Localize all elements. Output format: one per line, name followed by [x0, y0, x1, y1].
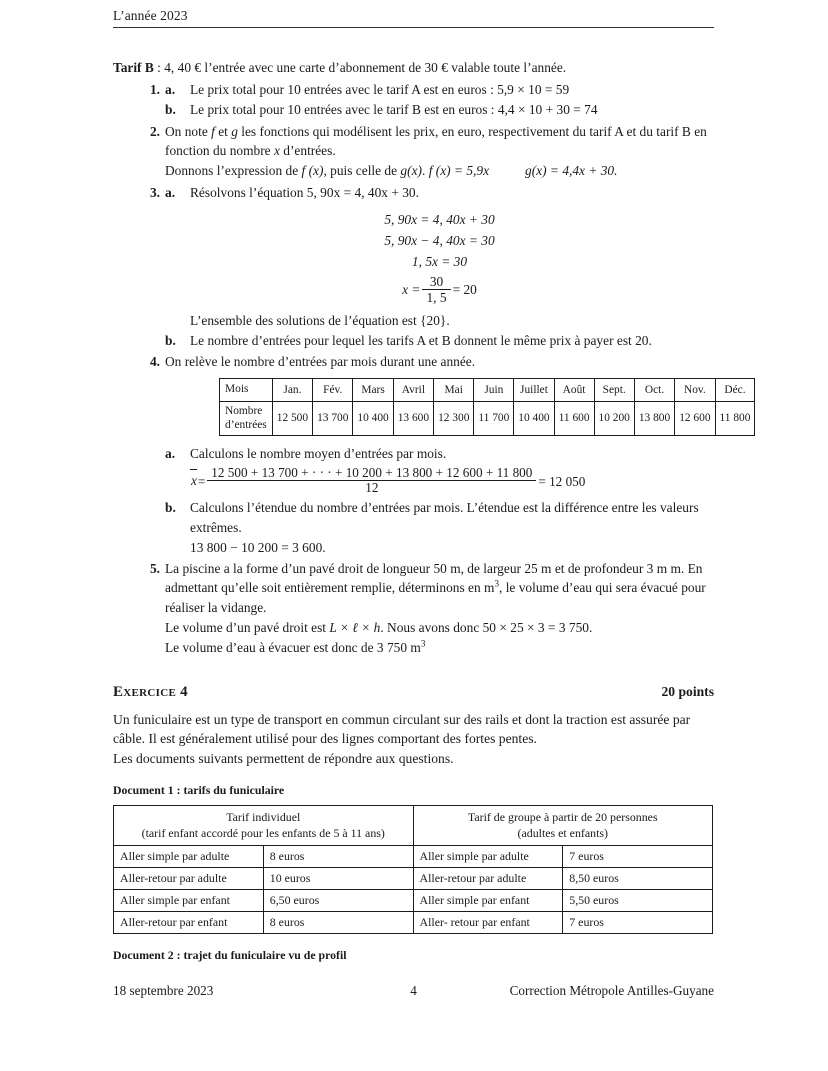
- month-cell: Jan.: [272, 378, 312, 401]
- exercise-heading: [113, 684, 714, 701]
- fares-header-individual: [114, 806, 414, 846]
- answer-3b: [165, 331, 714, 350]
- fare-value-group: 7 euros: [563, 912, 713, 934]
- answer-3-number: 3.: [149, 184, 160, 200]
- fare-value-individual: 10 euros: [263, 868, 413, 890]
- footer-page-number: 4: [410, 983, 417, 998]
- fares-header-individual-line2: (tarif enfant accordé pour les enfants de 5 à 11 ans): [141, 825, 385, 840]
- entries-cell: 13 700: [313, 402, 353, 436]
- page-content: [113, 0, 751, 970]
- answers-list: [113, 80, 751, 658]
- mean-numerator: 12 500 + 13 700 + · · · + 10 200 + 13 800 + 12 600 + 11 800: [211, 464, 533, 480]
- fraction-rhs: = 20: [452, 281, 477, 297]
- fraction-30-over-1-5: [422, 274, 450, 305]
- footer-date: 18 septembre 2023: [113, 983, 214, 998]
- tarif-b-label: Tarif B: [113, 60, 154, 75]
- month-cell: Oct.: [634, 378, 674, 401]
- expression-g: g(x) = 4,4x + 30.: [525, 163, 618, 179]
- answer-3a-marker: a.: [165, 184, 176, 200]
- month-cell: Avril: [393, 378, 433, 401]
- fare-value-group: 5,50 euros: [563, 890, 713, 912]
- month-cell: Nov.: [675, 378, 715, 401]
- month-cell: Déc.: [715, 378, 755, 401]
- month-cell: Août: [554, 378, 594, 401]
- mean-denominator: 12: [207, 480, 536, 496]
- answer-2-l2-pre: Donnons l’expression de: [165, 163, 302, 179]
- month-cell: Sept.: [594, 378, 634, 401]
- answer-4a: [165, 444, 714, 463]
- answer-2-line2: [165, 161, 714, 180]
- monthly-entries-table: [219, 378, 755, 437]
- answer-4-number: 4.: [149, 354, 160, 370]
- answer-2-post: les fonctions qui modélisent les prix, en euro, respectivement du tarif A et du tarif B en fonction du nombre: [165, 123, 707, 158]
- mean-fraction: [207, 466, 536, 497]
- months-table-wrapper: [219, 378, 751, 437]
- answer-1a-marker: a.: [165, 82, 176, 98]
- entries-cell: 12 500: [272, 402, 312, 436]
- fare-label-individual: Aller simple par enfant: [114, 890, 264, 912]
- fare-value-individual: 6,50 euros: [263, 890, 413, 912]
- entries-row-label: [220, 402, 273, 436]
- x-bar-symbol: x: [191, 473, 197, 489]
- answer-2-number: 2.: [149, 123, 160, 139]
- answer-5-text-b: , le volume d’eau qui sera évacué pour réaliser la vidange.: [165, 580, 706, 615]
- fare-label-group: Aller simple par adulte: [413, 846, 563, 868]
- volume-formula: L × ℓ × h: [329, 620, 381, 636]
- mean-result: = 12 050: [538, 473, 586, 489]
- answer-3a: [165, 183, 714, 202]
- exercise-title: Exercice 4: [113, 683, 188, 700]
- fare-label-group: Aller-retour par adulte: [413, 868, 563, 890]
- month-cell: Mars: [353, 378, 393, 401]
- answer-1b-text: Le prix total pour 10 entrées avec le tarif B est en euros : 4,4 × 10 + 30 = 74: [190, 102, 598, 118]
- answer-item-3: [113, 183, 714, 351]
- equation-line-fraction: [165, 274, 714, 305]
- answer-2-end: d’entrées.: [279, 142, 336, 158]
- entries-cell: 11 800: [715, 402, 755, 436]
- answer-1a-text: Le prix total pour 10 entrées avec le tarif A est en euros : 5,9 × 10 = 59: [190, 82, 570, 98]
- answer-4b-text: Calculons l’étendue du nombre d’entrées par mois. L’étendue est la différence entre les valeurs extrêmes.: [190, 500, 699, 535]
- entries-cell: 10 400: [514, 402, 554, 436]
- variable-x-symbol: x: [273, 142, 280, 158]
- answer-2-line1: [165, 122, 714, 161]
- answer-4a-text: Calculons le nombre moyen d’entrées par mois.: [190, 446, 447, 462]
- answer-5-line1: [165, 559, 714, 617]
- table-row-values: [220, 402, 755, 436]
- entries-cell: 12 600: [675, 402, 715, 436]
- fare-label-individual: Aller-retour par enfant: [114, 912, 264, 934]
- tarif-b-paragraph: [113, 58, 714, 77]
- answer-4b-marker: b.: [165, 500, 176, 516]
- volume-formula-post: . Nous avons donc 50 × 25 × 3 = 3 750.: [380, 620, 593, 636]
- entries-cell: 10 200: [594, 402, 634, 436]
- fares-table: [113, 805, 713, 934]
- answer-3b-text: Le nombre d’entrées pour lequel les tarifs A et B donnent le même prix à payer est 20.: [190, 333, 652, 348]
- fare-value-group: 7 euros: [563, 846, 713, 868]
- equation-line-3: 1, 5x = 30: [411, 254, 468, 270]
- answer-5-number: 5.: [149, 561, 160, 577]
- page-footer: [113, 983, 714, 999]
- document-1-label: Document 1 : tarifs du funiculaire: [113, 783, 285, 798]
- answer-4a-marker: a.: [165, 446, 176, 462]
- exercise-points: 20 points: [661, 683, 714, 699]
- running-head: L’année 2023: [113, 8, 188, 23]
- month-cell: Mai: [434, 378, 474, 401]
- fares-header-row: [114, 806, 713, 846]
- cubic-meter-exponent: 3: [494, 578, 500, 589]
- fraction-numerator: 30: [429, 273, 444, 289]
- month-cell: Juin: [474, 378, 514, 401]
- answer-1b: [165, 100, 714, 119]
- fare-label-individual: Aller simple par adulte: [114, 846, 264, 868]
- answer-2-l2-post: .: [421, 163, 429, 179]
- table-row: [114, 912, 713, 934]
- answer-5-line2: [165, 618, 714, 637]
- answer-5-conclusion: Le volume d’eau à évacuer est donc de 3 750 m: [165, 640, 421, 656]
- fares-header-individual-line1: Tarif individuel: [226, 810, 301, 825]
- answer-2-l2-mid: , puis celle de: [323, 163, 401, 179]
- fare-value-individual: 8 euros: [263, 912, 413, 934]
- equation-line-1: 5, 90x = 4, 40x + 30: [384, 211, 495, 227]
- answer-2-pre: On note: [165, 123, 212, 139]
- answer-2-mid: et: [214, 123, 232, 139]
- entries-cell: 13 600: [393, 402, 433, 436]
- table-row: [114, 868, 713, 890]
- fare-label-group: Aller- retour par enfant: [413, 912, 563, 934]
- equation-line-2: 5, 90x − 4, 40x = 30: [384, 233, 495, 249]
- tarif-b-text: : 4, 40 € l’entrée avec une carte d’abonnement de 30 € valable toute l’année.: [153, 60, 567, 75]
- exercise-intro-line1: Un funiculaire est un type de transport en commun circulant sur des rails et dont la traction est assurée par câble. Il est généralement utilisé pour des lignes comportant des fortes pentes.: [113, 711, 691, 747]
- answer-5-text-a: La piscine a la forme d’un pavé droit de longueur 50 m, de largeur 25 m et de profondeur 3 m m. En admettant qu’elle soit entièrement remplie, déterminons en m: [165, 561, 703, 596]
- function-f-symbol: f: [211, 123, 215, 139]
- fare-value-individual: 8 euros: [263, 846, 413, 868]
- fraction-lhs: x =: [402, 281, 421, 297]
- entries-cell: 13 800: [634, 402, 674, 436]
- fare-label-group: Aller simple par enfant: [413, 890, 563, 912]
- answer-4b-calculation: 13 800 − 10 200 = 3 600.: [190, 539, 326, 555]
- answer-item-4: [113, 352, 751, 557]
- answer-item-1: [113, 80, 714, 120]
- answer-item-5: [113, 559, 714, 657]
- equation-block: [165, 210, 714, 305]
- table-row-months: [220, 378, 755, 401]
- entries-cell: 11 700: [474, 402, 514, 436]
- volume-formula-pre: Le volume d’un pavé droit est: [165, 620, 330, 636]
- answer-3a-text: Résolvons l’équation 5, 90x = 4, 40x + 30.: [190, 184, 419, 200]
- cubic-meter-exponent: 3: [420, 638, 426, 649]
- month-cell: Fév.: [313, 378, 353, 401]
- answer-5-line3: [165, 638, 714, 657]
- answer-4-text: On relève le nombre d’entrées par mois durant une année.: [165, 354, 476, 370]
- expression-f: f (x) = 5,9x: [428, 163, 490, 179]
- table-row: [114, 890, 713, 912]
- entries-cell: 11 600: [554, 402, 594, 436]
- fare-label-individual: Aller-retour par adulte: [114, 868, 264, 890]
- answer-1-number: 1.: [149, 82, 160, 98]
- g-of-x: g(x): [400, 163, 422, 179]
- mean-formula: [165, 466, 714, 497]
- table-row: [114, 846, 713, 868]
- entries-label-line2: d’entrées: [225, 418, 267, 431]
- months-row-label: Mois: [220, 378, 273, 401]
- entries-label-line1: Nombre: [225, 405, 263, 418]
- fares-header-group-line2: (adultes et enfants): [517, 825, 608, 840]
- document-2-label: Document 2 : trajet du funiculaire vu de profil: [113, 948, 347, 963]
- entries-cell: 12 300: [434, 402, 474, 436]
- fares-header-group: [413, 806, 713, 846]
- answer-3b-marker: b.: [165, 333, 176, 348]
- answer-3-conclusion: L’ensemble des solutions de l’équation est {20}.: [190, 312, 450, 328]
- mean-equals: =: [197, 473, 206, 489]
- answer-item-2: [113, 122, 714, 181]
- footer-source: Correction Métropole Antilles-Guyane: [509, 983, 714, 998]
- header-rule: [113, 27, 714, 28]
- fares-header-group-line1: Tarif de groupe à partir de 20 personnes: [467, 810, 658, 825]
- answer-1a: [165, 80, 714, 99]
- answer-4b: [165, 498, 714, 537]
- month-cell: Juillet: [514, 378, 554, 401]
- entries-cell: 10 400: [353, 402, 393, 436]
- answer-1b-marker: b.: [165, 102, 176, 118]
- exercise-intro-line2: Les documents suivants permettent de répondre aux questions.: [113, 751, 454, 767]
- fraction-denominator: 1, 5: [422, 289, 450, 305]
- fare-value-group: 8,50 euros: [563, 868, 713, 890]
- function-g-symbol: g: [231, 123, 238, 139]
- f-of-x: f (x): [301, 163, 324, 179]
